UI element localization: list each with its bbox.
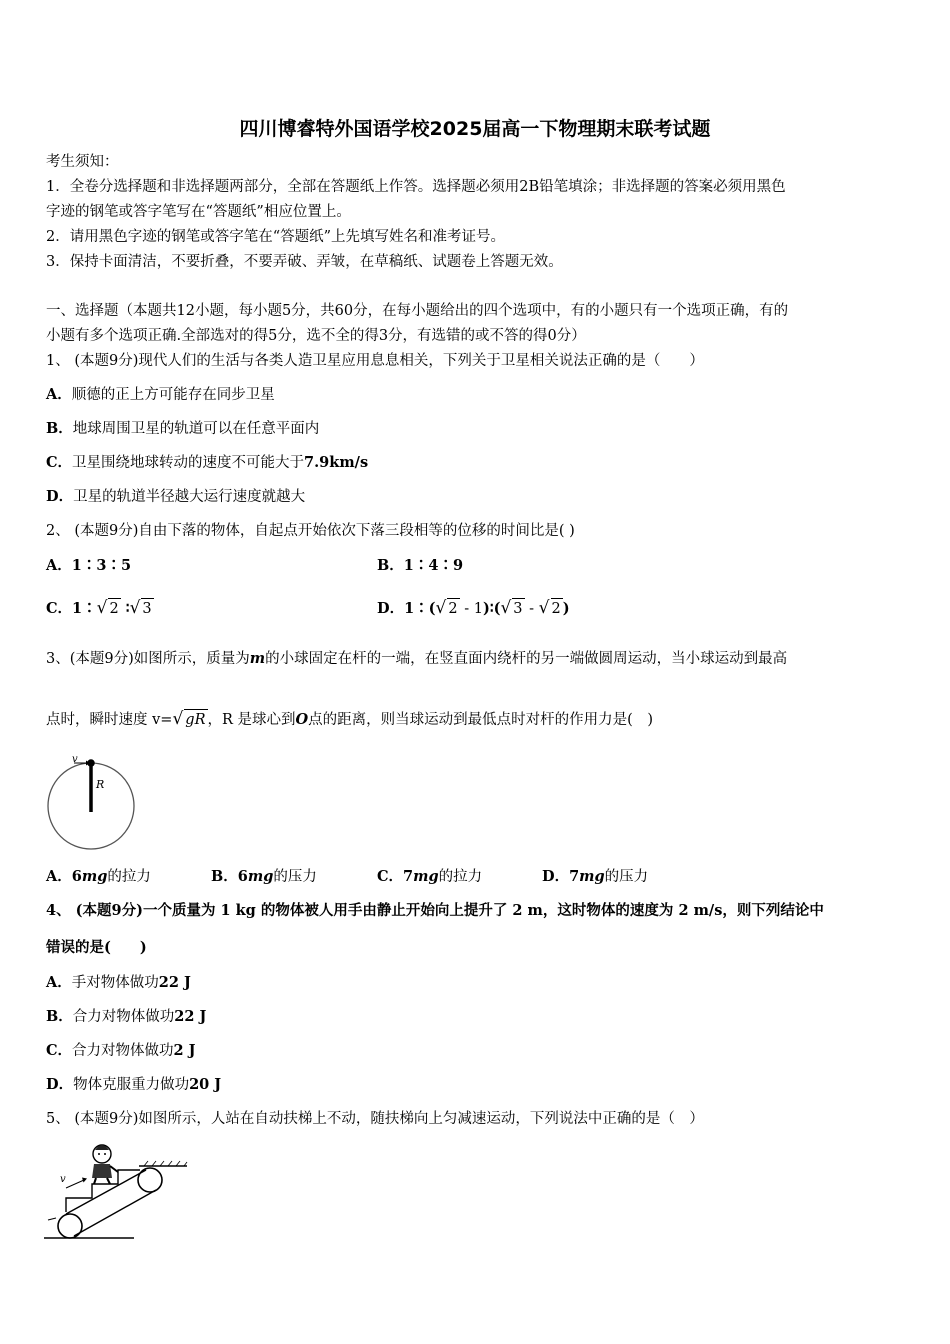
small-arrow <box>48 1218 56 1220</box>
q3-option-a: A．6mg的拉力 <box>46 868 151 885</box>
velocity-label: v <box>60 1174 66 1185</box>
section-heading-cont: 小题有多个选项正确.全部选对的得5分，选不全的得3分，有选错的或不答的得0分） <box>46 328 586 344</box>
velocity-label: v <box>72 754 78 765</box>
q4-option-c: C．合力对物体做功2 J <box>46 1042 196 1059</box>
q2-option-d: D．1∶(√ 2 - 1)∶(√ 3 - √ 2 ) <box>377 598 570 618</box>
q3-circle-figure <box>40 752 140 852</box>
q1-option-c: C．卫星围绕地球转动的速度不可能大于7.9km/s <box>46 454 369 471</box>
q1-stem: 1、 (本题9分)现代人们的生活与各类人造卫星应用息息相关，下列关于卫星相关说法正确的是（ ） <box>46 353 704 369</box>
q3-option-b: B．6mg的压力 <box>211 868 317 885</box>
notice-item: 字迹的钢笔或答字笔写在“答题纸”相应位置上。 <box>46 204 351 220</box>
q3-option-d: D．7mg的压力 <box>542 868 649 885</box>
notice-item: 2．请用黑色字迹的钢笔或答字笔在“答题纸”上先填写姓名和准考证号。 <box>46 229 506 245</box>
notice-heading: 考生须知： <box>46 154 119 170</box>
q1-option-d: D．卫星的轨道半径越大运行速度就越大 <box>46 488 306 505</box>
q1-option-b: B．地球周围卫星的轨道可以在任意平面内 <box>46 420 320 437</box>
q1-option-a: A．顺德的正上方可能存在同步卫星 <box>46 386 275 403</box>
velocity-arrow <box>66 1180 84 1188</box>
q4-option-b: B．合力对物体做功22 J <box>46 1008 207 1025</box>
exam-title: 四川博睿特外国语学校2025届高一下物理期末联考试题 <box>239 118 711 140</box>
q3-stem-cont: 点时，瞬时速度 v=√ gR ，R 是球心到O点的距离，则当球运动到最低点时对杆的作用力是( ) <box>46 709 653 729</box>
velocity-arrowhead <box>82 1178 87 1183</box>
q3-option-c: C．7mg的拉力 <box>377 868 483 885</box>
q4-option-a: A．手对物体做功22 J <box>46 974 191 991</box>
q5-stem: 5、 (本题9分)如图所示，人站在自动扶梯上不动，随扶梯向上匀减速运动，下列说法中正确的是（ ） <box>46 1111 704 1127</box>
notice-item: 1．全卷分选择题和非选择题两部分，全部在答题纸上作答。选择题必须用2B铅笔填涂；非选择题的答案必须用黑色 <box>46 179 786 195</box>
q2-option-c: C．1∶√ 2 ∶√ 3 <box>46 598 152 618</box>
notice-item: 3．保持卡面清洁，不要折叠，不要弄破、弄皱，在草稿纸、试题卷上答题无效。 <box>46 254 563 270</box>
q4-option-d: D．物体克服重力做功20 J <box>46 1076 222 1093</box>
upper-roller <box>138 1168 162 1192</box>
q2-stem: 2、 (本题9分)自由下落的物体，自起点开始依次下落三段相等的位移的时间比是( ) <box>46 523 575 539</box>
person-figure <box>92 1145 118 1184</box>
section-heading: 一、选择题（本题共12小题，每小题5分，共60分，在每小题给出的四个选项中，有的小题只有一个选项正确，有的 <box>46 303 789 319</box>
radius-label: R <box>96 778 105 791</box>
floor-hatch <box>144 1161 187 1166</box>
q2-option-b: B．1∶4∶9 <box>377 557 464 574</box>
q4-stem-cont: 错误的是( ) <box>46 939 147 956</box>
lower-roller <box>58 1214 82 1238</box>
belt-bottom <box>74 1190 156 1236</box>
q2-option-a: A．1∶3∶5 <box>46 557 132 574</box>
q5-escalator-figure <box>44 1138 189 1242</box>
q3-stem: 3、(本题9分)如图所示，质量为m的小球固定在杆的一端，在竖直面内绕杆的另一端做圆周运动，当小球运动到最高 <box>46 650 788 667</box>
q4-stem: 4、 (本题9分)一个质量为 1 kg 的物体被人用手由静止开始向上提升了 2 m，这时物体的速度为 2 m/s，则下列结论中 <box>46 902 824 919</box>
